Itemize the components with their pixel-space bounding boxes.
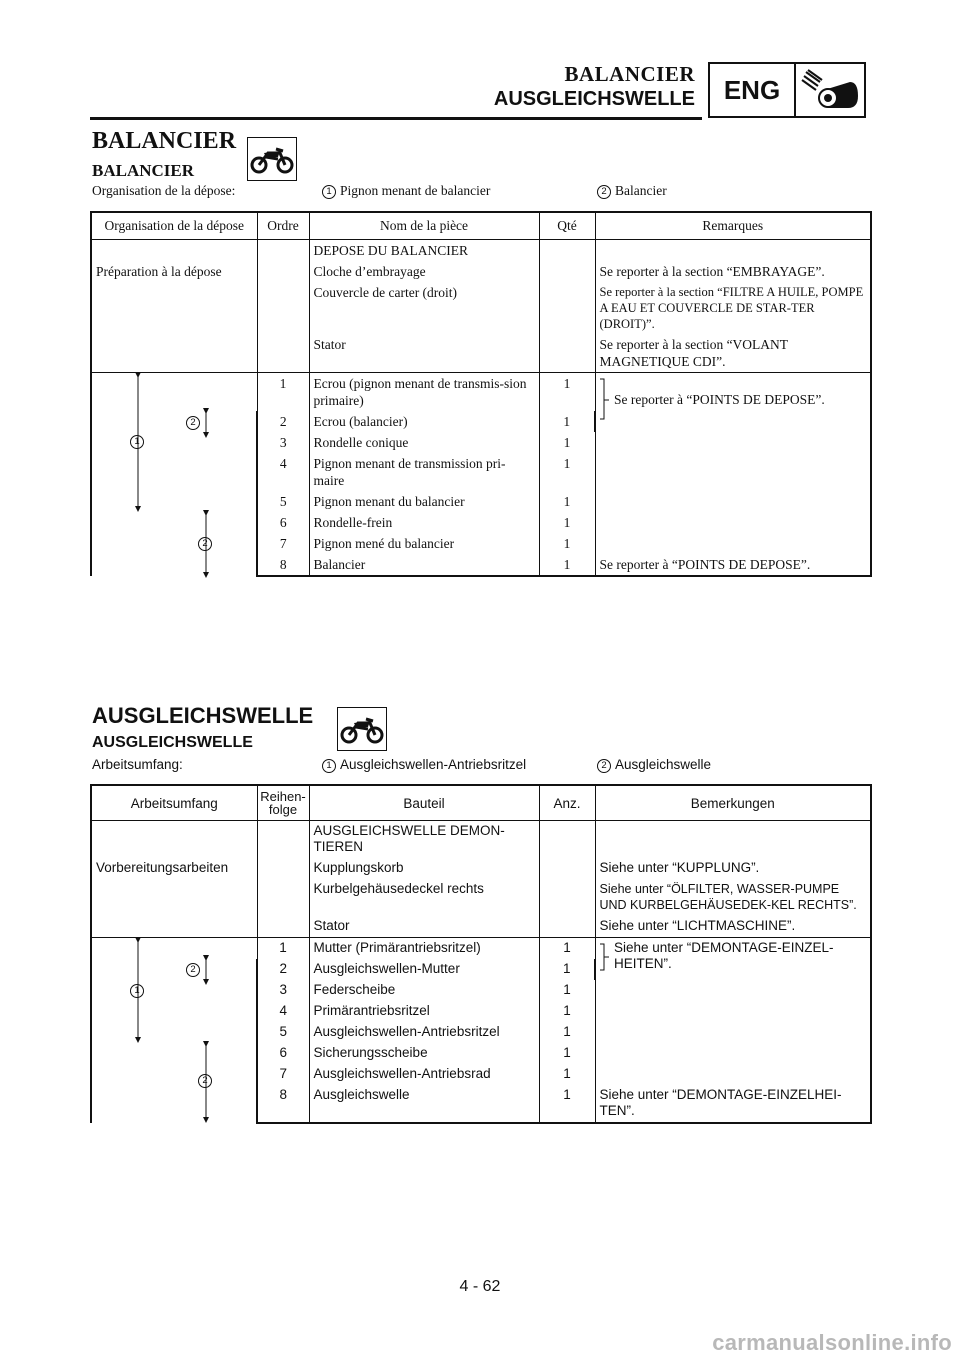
de-ref-1-label: Ausgleichswellen-Antriebsritzel xyxy=(340,757,527,772)
quantity: 1 xyxy=(539,1064,595,1085)
fr-prep-label: Préparation à la dépose xyxy=(91,261,257,282)
header-title-fr: BALANCIER xyxy=(564,62,695,86)
part-name: Primärantriebsritzel xyxy=(309,1001,539,1022)
order-number: 4 xyxy=(257,453,309,491)
fr-ref-2 xyxy=(597,183,667,199)
table-row xyxy=(91,282,871,334)
bracket xyxy=(596,938,616,978)
ref-number-2: 2 xyxy=(597,759,611,773)
fr-heading: BALANCIER xyxy=(92,128,237,154)
remark: Se reporter à la section “FILTRE A HUILE, POMPE A EAU ET COUVERCLE DE STAR-TER (DROIT)”. xyxy=(595,282,871,334)
quantity: 1 xyxy=(539,1085,595,1123)
order-number: 3 xyxy=(257,432,309,453)
engine-shaft-icon xyxy=(796,64,864,116)
quantity: 1 xyxy=(539,411,595,432)
remark: Siehe unter “KUPPLUNG”. xyxy=(595,858,871,879)
de-heading: AUSGLEICHSWELLE xyxy=(92,703,314,728)
de-prep-label: Vorbereitungsarbeiten xyxy=(91,858,257,879)
de-prep-title: AUSGLEICHSWELLE DEMON-TIEREN xyxy=(309,821,539,859)
page-number: 4 - 62 xyxy=(459,1278,501,1295)
de-col-order: Reihen-folge xyxy=(257,785,309,821)
fr-ref-1 xyxy=(322,183,490,199)
fr-col-qty: Qté xyxy=(539,212,595,240)
order-number: 8 xyxy=(257,554,309,576)
marker-1: 1 xyxy=(130,435,144,449)
motorcycle-icon xyxy=(337,707,387,751)
table-row xyxy=(91,334,871,373)
bracket xyxy=(596,373,616,423)
marker-1: 1 xyxy=(130,984,144,998)
fr-col-order: Ordre xyxy=(257,212,309,240)
de-ref-2 xyxy=(597,757,711,773)
part-name: Stator xyxy=(309,916,539,938)
remark: Siehe unter “DEMONTAGE-EINZELHEI-TEN”. xyxy=(595,1085,871,1123)
quantity: 1 xyxy=(539,938,595,960)
part-name: Rondelle-frein xyxy=(309,512,539,533)
order-number: 2 xyxy=(257,959,309,980)
part-name: Couvercle de carter (droit) xyxy=(309,282,539,334)
motorcycle-icon xyxy=(247,137,297,181)
de-removal-table xyxy=(90,784,872,1124)
de-bracket-cell xyxy=(595,938,871,981)
part-name: Ausgleichswellen-Antriebsrad xyxy=(309,1064,539,1085)
quantity: 1 xyxy=(539,512,595,533)
table-row xyxy=(91,916,871,938)
part-name: Sicherungsscheibe xyxy=(309,1043,539,1064)
fr-col-remarks: Remarques xyxy=(595,212,871,240)
bracket-remark: Se reporter à “POINTS DE DEPOSE”. xyxy=(614,392,825,407)
ref-number-1: 1 xyxy=(322,185,336,199)
de-subheading: AUSGLEICHSWELLE xyxy=(92,734,253,751)
de-col-part: Bauteil xyxy=(309,785,539,821)
fr-prep-title: DEPOSE DU BALANCIER xyxy=(309,240,539,262)
quantity: 1 xyxy=(539,554,595,576)
bracket-remark: Siehe unter “DEMONTAGE-EINZEL-HEITEN”. xyxy=(614,940,834,971)
order-number: 7 xyxy=(257,1064,309,1085)
order-number: 7 xyxy=(257,533,309,554)
order-number: 6 xyxy=(257,512,309,533)
de-ref-2-label: Ausgleichswelle xyxy=(615,757,712,772)
order-arrows xyxy=(92,938,258,1124)
part-name: Stator xyxy=(309,334,539,373)
part-name: Ausgleichswellen-Mutter xyxy=(309,959,539,980)
remark: Se reporter à “POINTS DE DEPOSE”. xyxy=(595,554,871,576)
quantity: 1 xyxy=(539,453,595,491)
de-col-remarks: Bemerkungen xyxy=(595,785,871,821)
quantity: 1 xyxy=(539,980,595,1001)
fr-removal-table xyxy=(90,211,872,577)
part-name: Cloche d’embrayage xyxy=(309,261,539,282)
quantity: 1 xyxy=(539,432,595,453)
quantity: 1 xyxy=(539,533,595,554)
marker-2: 2 xyxy=(186,416,200,430)
de-ref-1 xyxy=(322,757,526,773)
marker-2: 2 xyxy=(198,537,212,551)
quantity: 1 xyxy=(539,1043,595,1064)
fr-col-part: Nom de la pièce xyxy=(309,212,539,240)
part-name: Mutter (Primärantriebsritzel) xyxy=(309,938,539,960)
order-number: 6 xyxy=(257,1043,309,1064)
watermark: carmanualsonline.info xyxy=(712,1330,952,1355)
fr-org-label: Organisation de la dépose: xyxy=(92,183,236,198)
part-name: Rondelle conique xyxy=(309,432,539,453)
marker-2: 2 xyxy=(186,963,200,977)
header-rule xyxy=(90,117,702,120)
ref-number-1: 1 xyxy=(322,759,336,773)
remark: Siehe unter “ÖLFILTER, WASSER-PUMPE UND KURBELGEHÄUSEDEK-KEL RECHTS”. xyxy=(595,879,871,916)
part-name: Kupplungskorb xyxy=(309,858,539,879)
table-row xyxy=(91,858,871,879)
fr-ref-1-label: Pignon menant de balancier xyxy=(340,183,491,198)
de-col-qty: Anz. xyxy=(539,785,595,821)
part-name: Pignon menant de transmission pri-maire xyxy=(309,453,539,491)
de-arrow-cell xyxy=(91,938,257,1124)
fr-col-org: Organisation de la dépose xyxy=(91,212,257,240)
order-number: 2 xyxy=(257,411,309,432)
part-name: Kurbelgehäusedeckel rechts xyxy=(309,879,539,916)
fr-subheading: BALANCIER xyxy=(92,161,195,180)
fr-ref-2-label: Balancier xyxy=(615,183,667,198)
fr-bracket-cell xyxy=(595,373,871,433)
part-name: Pignon mené du balancier xyxy=(309,533,539,554)
part-name: Ecrou (balancier) xyxy=(309,411,539,432)
table-row xyxy=(91,938,871,960)
part-name: Ausgleichswelle xyxy=(309,1085,539,1123)
table-row xyxy=(91,261,871,282)
order-number: 1 xyxy=(257,373,309,412)
part-name: Pignon menant du balancier xyxy=(309,491,539,512)
part-name: Balancier xyxy=(309,554,539,576)
marker-2: 2 xyxy=(198,1074,212,1088)
order-number: 5 xyxy=(257,491,309,512)
order-number: 5 xyxy=(257,1022,309,1043)
table-row xyxy=(91,373,871,412)
part-name: Ausgleichswellen-Antriebsritzel xyxy=(309,1022,539,1043)
eng-badge xyxy=(708,62,866,118)
order-number: 1 xyxy=(257,938,309,960)
remark: Siehe unter “LICHTMASCHINE”. xyxy=(595,916,871,938)
quantity: 1 xyxy=(539,1001,595,1022)
order-arrows xyxy=(92,373,258,579)
quantity: 1 xyxy=(539,491,595,512)
quantity: 1 xyxy=(539,373,595,412)
part-name: Ecrou (pignon menant de transmis-sion primaire) xyxy=(309,373,539,412)
quantity: 1 xyxy=(539,959,595,980)
remark: Se reporter à la section “VOLANT MAGNETIQUE CDI”. xyxy=(595,334,871,373)
ref-number-2: 2 xyxy=(597,185,611,199)
part-name: Federscheibe xyxy=(309,980,539,1001)
order-number: 3 xyxy=(257,980,309,1001)
de-col-org: Arbeitsumfang xyxy=(91,785,257,821)
order-number: 8 xyxy=(257,1085,309,1123)
order-number: 4 xyxy=(257,1001,309,1022)
header-title-de: AUSGLEICHSWELLE xyxy=(493,88,695,110)
de-org-label: Arbeitsumfang: xyxy=(92,757,183,772)
eng-badge-label: ENG xyxy=(710,64,796,116)
remark: Se reporter à la section “EMBRAYAGE”. xyxy=(595,261,871,282)
quantity: 1 xyxy=(539,1022,595,1043)
table-row xyxy=(91,879,871,916)
fr-arrow-cell xyxy=(91,373,257,577)
